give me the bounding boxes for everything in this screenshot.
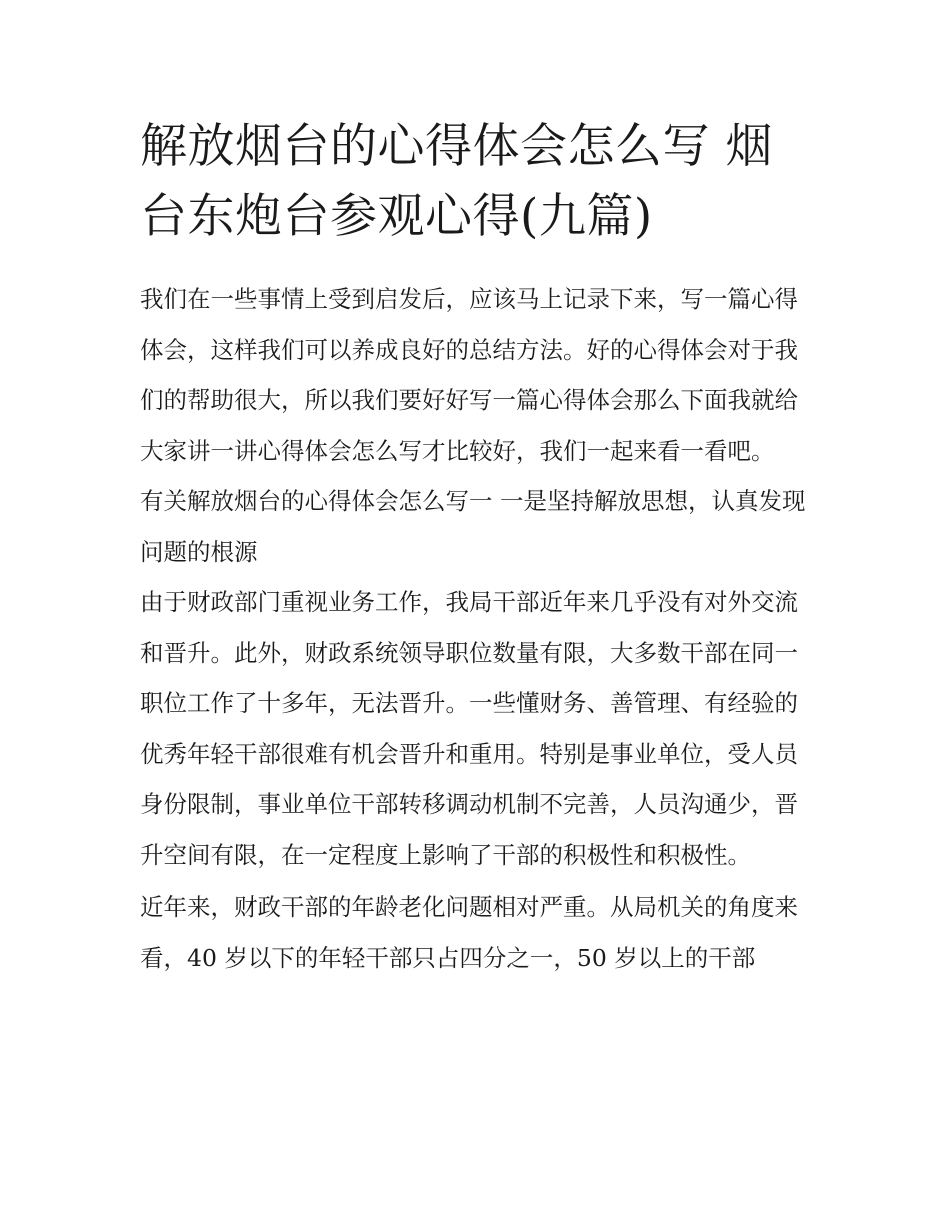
body-paragraph: 近年来，财政干部的年龄老化问题相对严重。从局机关的角度来看，40 岁以下的年轻干部只占四分之一，50 岁以上的干部 bbox=[140, 893, 798, 972]
body-paragraph: 由于财政部门重视业务工作，我局干部近年来几乎没有对外交流和晋升。此外，财政系统领导职位数量有限，大多数干部在同一职位工作了十多年，无法晋升。一些懂财务、善管理、有经验的优秀年轻干部很难有机会晋升和重用。特别是事业单位，受人员身份限制，事业单位干部转移调动机制不完善，人员沟通少，晋升空间有限，在一定程度上影响了干部的积极性和积极性。 bbox=[140, 588, 798, 869]
document-body bbox=[140, 112, 820, 983]
section-heading-paragraph: 有关解放烟台的心得体会怎么写一 一是坚持解放思想，认真发现问题的根源 bbox=[140, 487, 806, 566]
intro-paragraph: 我们在一些事情上受到启发后，应该马上记录下来，写一篇心得体会，这样我们可以养成良好的总结方法。好的心得体会对于我们的帮助很大，所以我们要好好写一篇心得体会那么下面我就给大家讲一讲心得体会怎么写才比较好，我们一起来看一看吧。 bbox=[140, 285, 798, 465]
document-title: 解放烟台的心得体会怎么写 烟台东炮台参观心得(九篇) bbox=[140, 119, 773, 244]
